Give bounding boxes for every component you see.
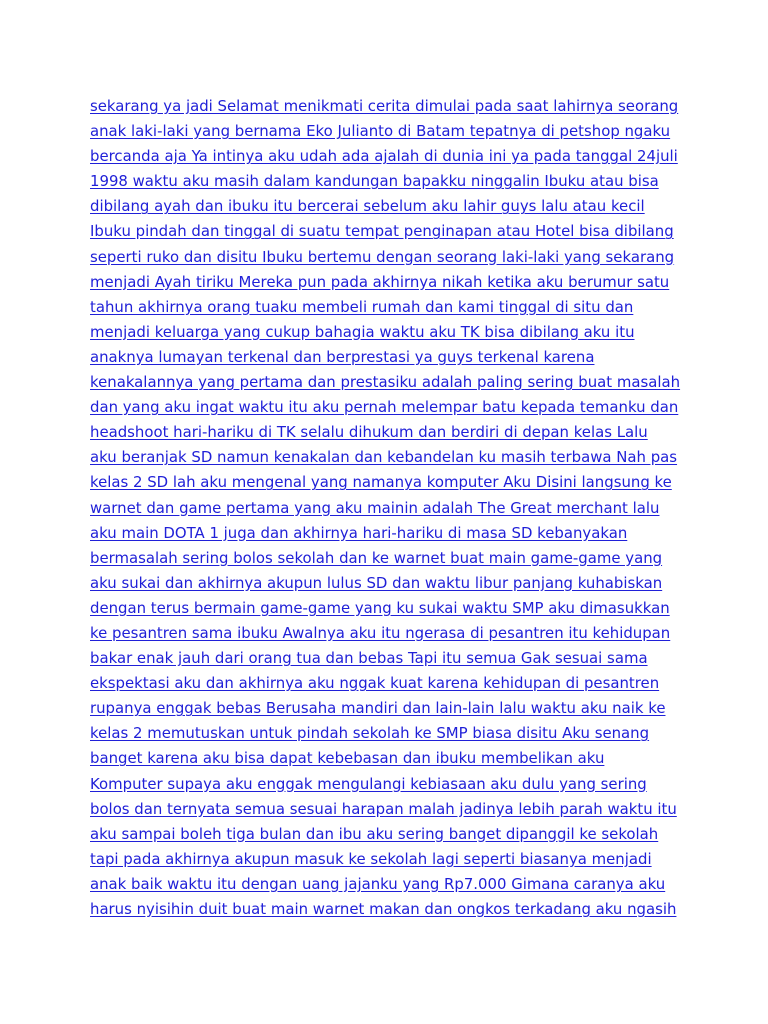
link-line[interactable]: ekspektasi aku dan akhirnya aku nggak kuat karena kehidupan di pesantren xyxy=(90,674,660,693)
link-line[interactable]: anaknya lumayan terkenal dan berprestasi ya guys terkenal karena xyxy=(90,347,595,366)
link-line[interactable]: sekarang ya jadi Selamat menikmati cerita dimulai pada saat lahirnya seorang xyxy=(90,97,679,115)
link-line[interactable]: aku sukai dan akhirnya akupun lulus SD dan waktu libur panjang kuhabiskan xyxy=(90,573,663,592)
link-line[interactable]: bakar enak jauh dari orang tua dan bebas Tapi itu semua Gak sesuai sama xyxy=(90,649,648,668)
link-line[interactable]: rupanya enggak bebas Berusaha mandiri dan lain-lain lalu waktu aku naik ke xyxy=(90,699,666,718)
link-line[interactable]: kelas 2 SD lah aku mengenal yang namanya komputer Aku Disini langsung ke xyxy=(90,473,672,492)
link-line[interactable]: Ibuku pindah dan tinggal di suatu tempat penginapan atau Hotel bisa dibilang xyxy=(90,222,674,241)
link-line[interactable]: seperti ruko dan disitu Ibuku bertemu dengan seorang laki-laki yang sekarang xyxy=(90,247,675,266)
link-line[interactable]: tahun akhirnya orang tuaku membeli rumah dan kami tinggal di situ dan xyxy=(90,297,634,316)
link-line[interactable]: ke pesantren sama ibuku Awalnya aku itu ngerasa di pesantren itu kehidupan xyxy=(90,623,671,642)
link-line[interactable]: kelas 2 memutuskan untuk pindah sekolah ke SMP biasa disitu Aku senang xyxy=(90,724,650,743)
link-line[interactable]: headshoot hari-hariku di TK selalu dihukum dan berdiri di depan kelas Lalu xyxy=(90,423,648,442)
link-line[interactable]: banget karena aku bisa dapat kebebasan dan ibuku membelikan aku xyxy=(90,749,605,768)
link-line[interactable]: aku beranjak SD namun kenakalan dan kebandelan ku masih terbawa Nah pas xyxy=(90,448,678,467)
link-line[interactable]: tapi pada akhirnya akupun masuk ke sekolah lagi seperti biasanya menjadi xyxy=(90,849,652,868)
hyperlinked-paragraph[interactable] xyxy=(90,96,690,924)
link-line[interactable]: dengan terus bermain game-game yang ku sukai waktu SMP aku dimasukkan xyxy=(90,598,670,617)
link-line[interactable]: dibilang ayah dan ibuku itu bercerai sebelum aku lahir guys lalu atau kecil xyxy=(90,197,645,216)
link-line[interactable]: aku main DOTA 1 juga dan akhirnya hari-hariku di masa SD kebanyakan xyxy=(90,523,628,542)
link-line[interactable]: menjadi keluarga yang cukup bahagia waktu aku TK bisa dibilang aku itu xyxy=(90,322,635,341)
link-line[interactable]: kenakalannya yang pertama dan prestasiku adalah paling sering buat masalah xyxy=(90,373,681,392)
link-line[interactable]: menjadi Ayah tiriku Mereka pun pada akhirnya nikah ketika aku berumur satu xyxy=(90,272,670,291)
link-line[interactable]: bercanda aja Ya intinya aku udah ada ajalah di dunia ini ya pada tanggal 24juli xyxy=(90,147,678,166)
link-line[interactable]: bolos dan ternyata semua sesuai harapan malah jadinya lebih parah waktu itu xyxy=(90,799,677,818)
link-line[interactable]: harus nyisihin duit buat main warnet makan dan ongkos terkadang aku ngasih xyxy=(90,900,677,918)
link-line[interactable]: anak laki-laki yang bernama Eko Julianto di Batam tepatnya di petshop ngaku xyxy=(90,122,671,141)
link-line[interactable]: 1998 waktu aku masih dalam kandungan bapakku ninggalin Ibuku atau bisa xyxy=(90,172,659,191)
link-line[interactable]: dan yang aku ingat waktu itu aku pernah melempar batu kepada temanku dan xyxy=(90,398,679,417)
link-line[interactable]: warnet dan game pertama yang aku mainin adalah The Great merchant lalu xyxy=(90,498,660,517)
link-line[interactable]: aku sampai boleh tiga bulan dan ibu aku sering banget dipanggil ke sekolah xyxy=(90,824,659,843)
link-line[interactable]: Komputer supaya aku enggak mengulangi kebiasaan aku dulu yang sering xyxy=(90,774,647,793)
link-line[interactable]: bermasalah sering bolos sekolah dan ke warnet buat main game-game yang xyxy=(90,548,663,567)
link-line[interactable]: anak baik waktu itu dengan uang jajanku yang Rp7.000 Gimana caranya aku xyxy=(90,874,666,893)
